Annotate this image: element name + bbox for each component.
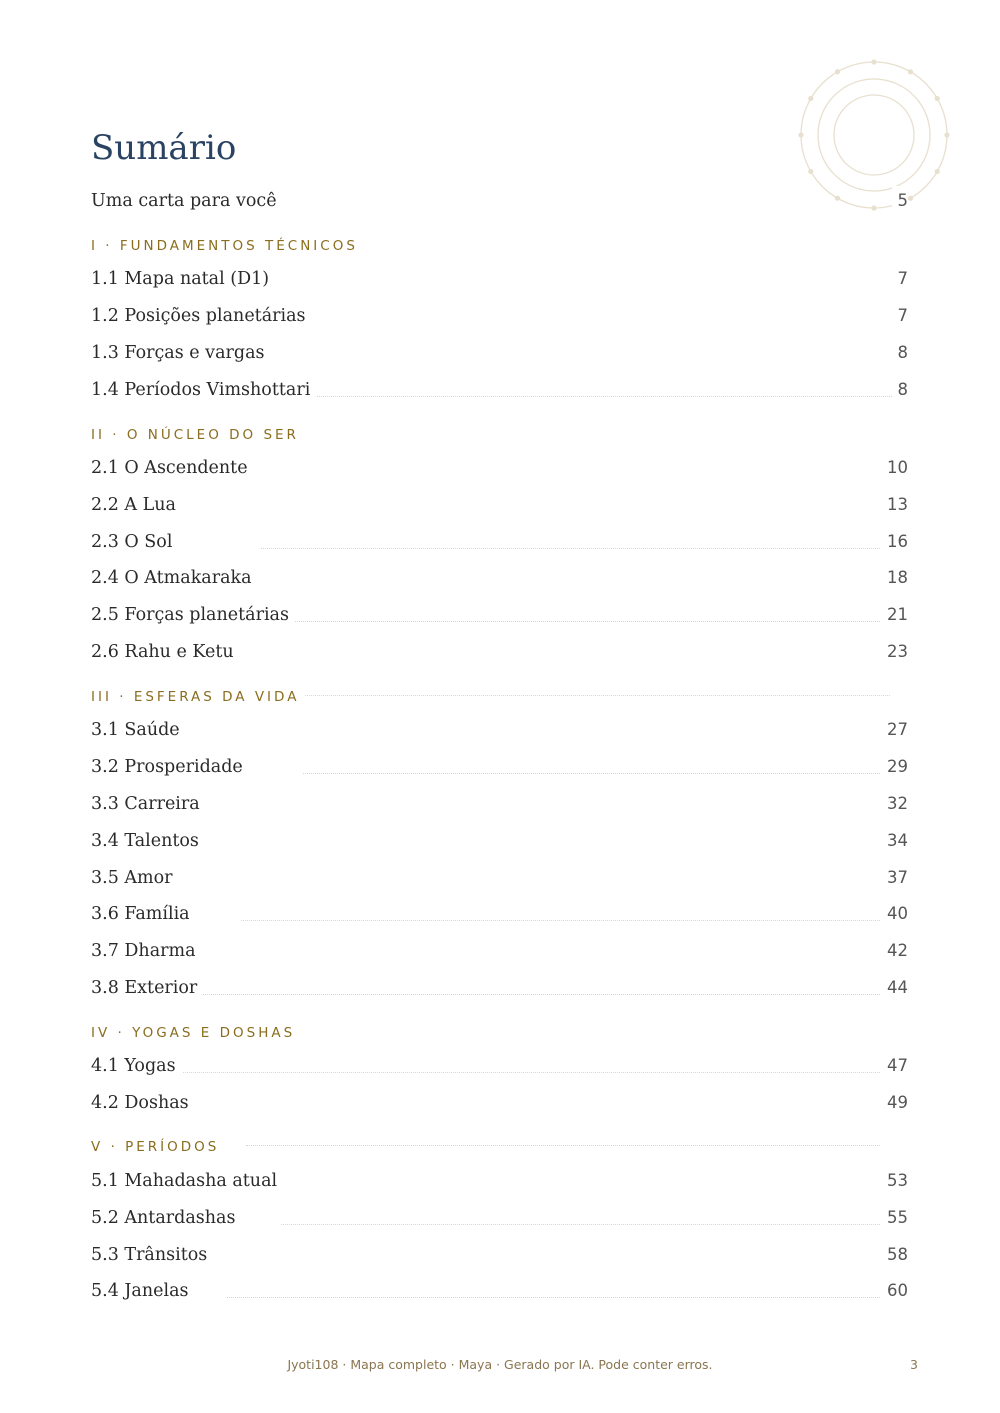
toc-entry-label: 3.6 Família — [91, 899, 196, 929]
section-heading-3 — [91, 686, 908, 708]
section-heading-5 — [91, 1136, 908, 1158]
toc-entry[interactable] — [91, 338, 908, 368]
dotted-leader — [303, 773, 908, 774]
toc-entry-label: 5.3 Trânsitos — [91, 1240, 213, 1270]
toc-entry[interactable] — [91, 490, 908, 520]
toc-entry[interactable] — [91, 1051, 908, 1081]
toc-entry[interactable] — [91, 637, 908, 667]
toc-entry-label: 3.8 Exterior — [91, 973, 203, 1003]
section-heading-1 — [91, 235, 908, 257]
toc-entry-page: 13 — [881, 490, 908, 520]
toc-entry-page: 42 — [881, 936, 908, 966]
toc-entry[interactable] — [91, 752, 908, 782]
toc-entry[interactable] — [91, 715, 908, 745]
toc-entry[interactable] — [91, 789, 908, 819]
toc-entry-page: 37 — [881, 863, 908, 893]
ornament-dot — [935, 169, 940, 174]
toc-entry-label: 1.2 Posições planetárias — [91, 301, 312, 331]
toc-entry-label: 3.2 Prosperidade — [91, 752, 249, 782]
toc-entry-page: 55 — [881, 1203, 908, 1233]
toc-entry-label: 1.4 Períodos Vimshottari — [91, 375, 316, 405]
toc-entry[interactable] — [91, 563, 908, 593]
toc-entry-page: 18 — [881, 563, 908, 593]
ornament-dot — [908, 69, 913, 74]
dotted-leader — [91, 1072, 908, 1073]
ornament-dot — [798, 132, 803, 137]
toc-entry-label: 3.5 Amor — [91, 863, 179, 893]
section-heading-label: II · O NÚCLEO DO SER — [91, 424, 305, 446]
toc-entry-intro[interactable] — [91, 186, 908, 216]
toc-entry-page: 8 — [892, 338, 909, 368]
toc-entry[interactable] — [91, 264, 908, 294]
section-heading-label: III · ESFERAS DA VIDA — [91, 686, 305, 708]
toc-entry-page: 27 — [881, 715, 908, 745]
ornament-dot — [944, 132, 949, 137]
toc-entry-page: 23 — [881, 637, 908, 667]
toc-entry[interactable] — [91, 453, 908, 483]
footer-page-number: 3 — [910, 1357, 918, 1372]
toc-entry-page: 21 — [881, 600, 908, 630]
toc-entry-page: 60 — [881, 1276, 908, 1306]
page-title: Sumário — [91, 128, 237, 168]
toc-entry-label: 3.1 Saúde — [91, 715, 186, 745]
dotted-leader — [241, 920, 908, 921]
ornament-dot — [871, 59, 876, 64]
toc-entry-page: 29 — [881, 752, 908, 782]
toc-entry[interactable] — [91, 1088, 908, 1118]
toc-entry-label: 5.4 Janelas — [91, 1276, 194, 1306]
toc-entry[interactable] — [91, 826, 908, 856]
toc-entry[interactable] — [91, 375, 908, 405]
toc-entry[interactable] — [91, 600, 908, 630]
toc-entry-label: 2.6 Rahu e Ketu — [91, 637, 240, 667]
toc-entry-page: 32 — [881, 789, 908, 819]
toc-entry-page: 47 — [881, 1051, 908, 1081]
dotted-leader — [227, 1297, 908, 1298]
toc-entry-page: 44 — [881, 973, 908, 1003]
toc-entry-label: 2.4 O Atmakaraka — [91, 563, 258, 593]
toc-entry[interactable] — [91, 899, 908, 929]
toc-entry-label: 5.1 Mahadasha atual — [91, 1166, 283, 1196]
toc-entry-label: 3.4 Talentos — [91, 826, 205, 856]
dotted-leader — [91, 994, 908, 995]
toc-entry-page: 58 — [881, 1240, 908, 1270]
ornament-dot — [808, 96, 813, 101]
footer-text: Jyoti108 · Mapa completo · Maya · Gerado por IA. Pode conter erros. — [287, 1357, 713, 1372]
ornament-dot — [908, 196, 913, 201]
toc-entry-page: 49 — [881, 1088, 908, 1118]
toc-entry-label: 1.1 Mapa natal (D1) — [91, 264, 275, 294]
toc-entry[interactable] — [91, 1203, 908, 1233]
toc-entry[interactable] — [91, 1166, 908, 1196]
toc-entry-label: 2.1 O Ascendente — [91, 453, 254, 483]
toc-entry-page: 10 — [881, 453, 908, 483]
toc-entry[interactable] — [91, 301, 908, 331]
section-heading-label: V · PERÍODOS — [91, 1136, 225, 1158]
toc-entry-label: 3.7 Dharma — [91, 936, 202, 966]
toc-entry-label: 2.3 O Sol — [91, 527, 178, 557]
toc-entry[interactable] — [91, 527, 908, 557]
toc-entry-label: 4.2 Doshas — [91, 1088, 195, 1118]
toc-entry[interactable] — [91, 1276, 908, 1306]
section-heading-label: IV · YOGAS E DOSHAS — [91, 1022, 301, 1044]
toc-entry-label: 1.3 Forças e vargas — [91, 338, 270, 368]
toc-entry-page: 40 — [881, 899, 908, 929]
dotted-leader — [261, 548, 908, 549]
toc-entry-page: 16 — [881, 527, 908, 557]
section-heading-label: I · FUNDAMENTOS TÉCNICOS — [91, 235, 364, 257]
dotted-leader — [281, 1224, 908, 1225]
toc-entry-label: 2.5 Forças planetárias — [91, 600, 295, 630]
toc-entry[interactable] — [91, 1240, 908, 1270]
toc-entry-label: 5.2 Antardashas — [91, 1203, 241, 1233]
toc-entry-label: 3.3 Carreira — [91, 789, 206, 819]
dotted-leader — [246, 1145, 880, 1146]
ornament-dot — [835, 69, 840, 74]
toc-entry-label: 4.1 Yogas — [91, 1051, 182, 1081]
toc-entry-page: 53 — [881, 1166, 908, 1196]
section-heading-2 — [91, 424, 908, 446]
toc-entry[interactable] — [91, 973, 908, 1003]
ornament-dot — [935, 96, 940, 101]
section-heading-4 — [91, 1022, 908, 1044]
toc-entry-label: 2.2 A Lua — [91, 490, 182, 520]
ornament-dot — [808, 169, 813, 174]
toc-entry-page: 7 — [892, 301, 909, 331]
toc-entry[interactable] — [91, 863, 908, 893]
toc-entry-page: 5 — [892, 186, 909, 216]
toc-entry-page: 8 — [892, 375, 909, 405]
toc-entry-page: 7 — [892, 264, 909, 294]
toc-entry[interactable] — [91, 936, 908, 966]
toc-entry-label: Uma carta para você — [91, 186, 283, 216]
toc-entry-page: 34 — [881, 826, 908, 856]
